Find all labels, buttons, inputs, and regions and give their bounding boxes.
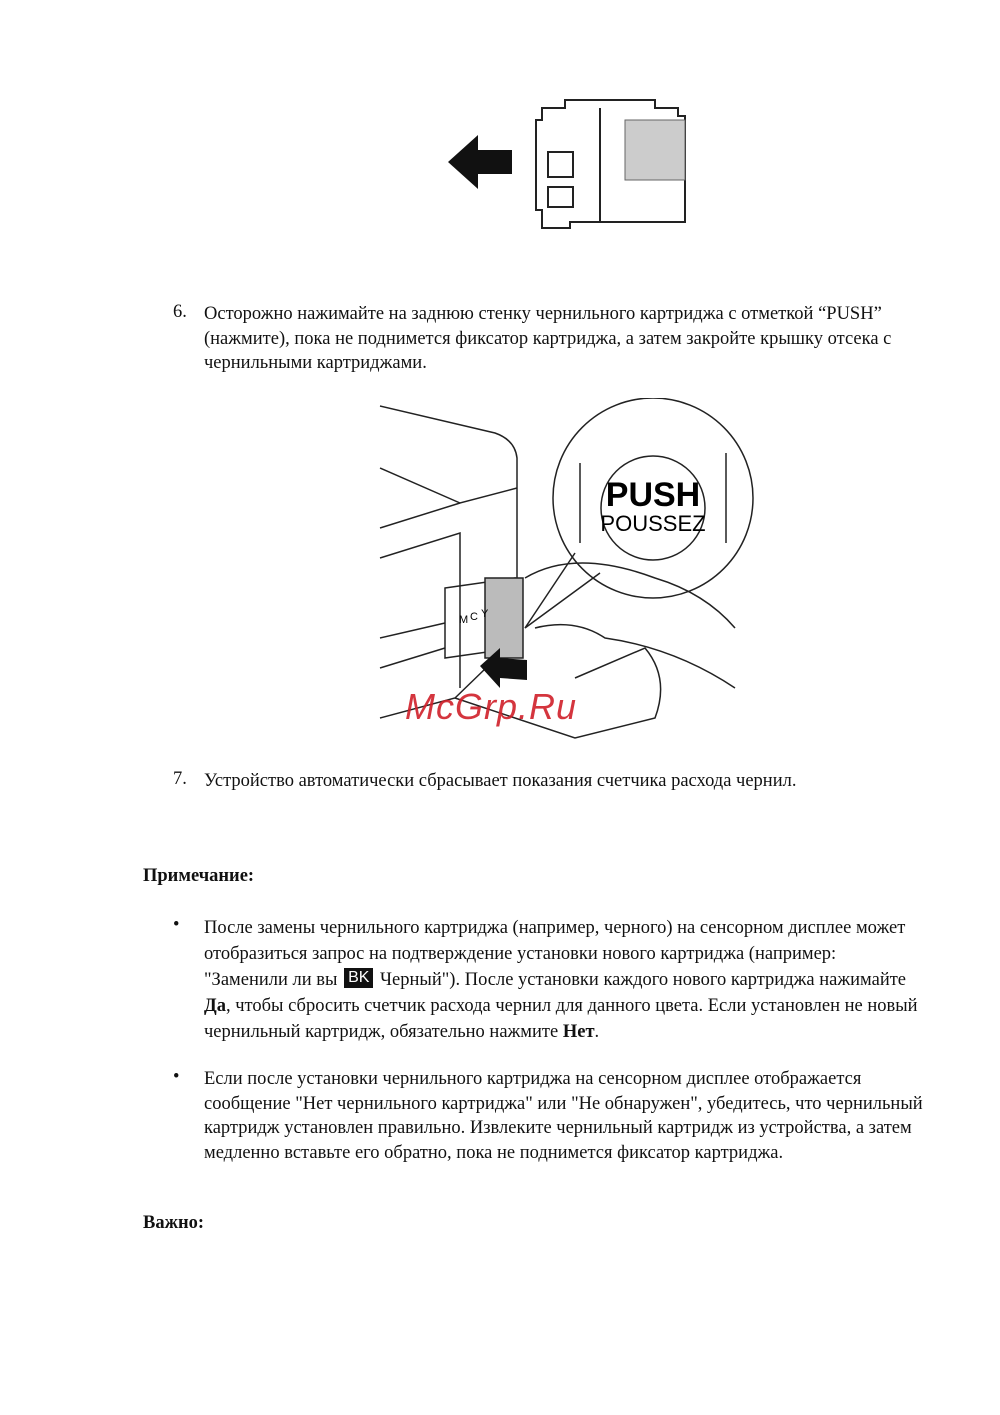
bk-badge-icon: BK <box>344 968 373 988</box>
note-text: , чтобы сбросить счетчик расхода чернил для данного цвета. Если установлен не новый чернильный картридж, обязательно нажмите <box>204 996 918 1042</box>
bullet: • <box>173 1067 180 1087</box>
push-label: PUSH <box>605 476 701 514</box>
slot-c-label: C <box>470 611 478 623</box>
important-heading: Важно: <box>143 1213 205 1233</box>
slot-m-label: M <box>459 614 469 626</box>
step-7-text: Устройство автоматически сбрасывает показания счетчика расхода чернил. <box>204 771 797 791</box>
note-heading: Примечание: <box>143 866 255 886</box>
poussez-label: POUSSEZ <box>600 511 706 536</box>
bullet: • <box>173 915 180 935</box>
step-number: 7. <box>173 769 187 789</box>
note-text: После замены чернильного картриджа (например, черного) на сенсорном дисплее может отобразиться запрос на подтверждение установки нового картриджа (например: "Заменили ли вы <box>204 918 906 990</box>
note-item-2: Если после установки чернильного картриджа на сенсорном дисплее отображается сообщение "Нет чернильного картриджа" или "Не обнаружен", убедитесь, что чернильный картридж установлен правильно. Извлеките чернильный картридж из устройства, а затем медленно вставьте его обратно, пока не поднимется фиксатор картриджа. <box>204 1069 923 1163</box>
cartridge-illustration <box>440 90 700 240</box>
step-number: 6. <box>173 302 187 322</box>
note-text: . <box>594 1022 600 1042</box>
yes-label: Да <box>204 996 226 1016</box>
note-item-1 <box>204 915 924 1045</box>
watermark: McGrp.Ru <box>405 686 578 727</box>
slot-y-label: Y <box>481 608 489 620</box>
arrow-left-icon <box>448 135 512 189</box>
note-text: Черный"). После установки каждого нового картриджа нажимайте <box>375 970 907 990</box>
step-6-text: Осторожно нажимайте на заднюю стенку чернильного картриджа с отметкой “PUSH” (нажмите), пока не поднимется фиксатор картриджа, а затем закройте крышку отсека с чернильными картриджами. <box>204 304 892 373</box>
no-label: Нет <box>562 1022 595 1042</box>
